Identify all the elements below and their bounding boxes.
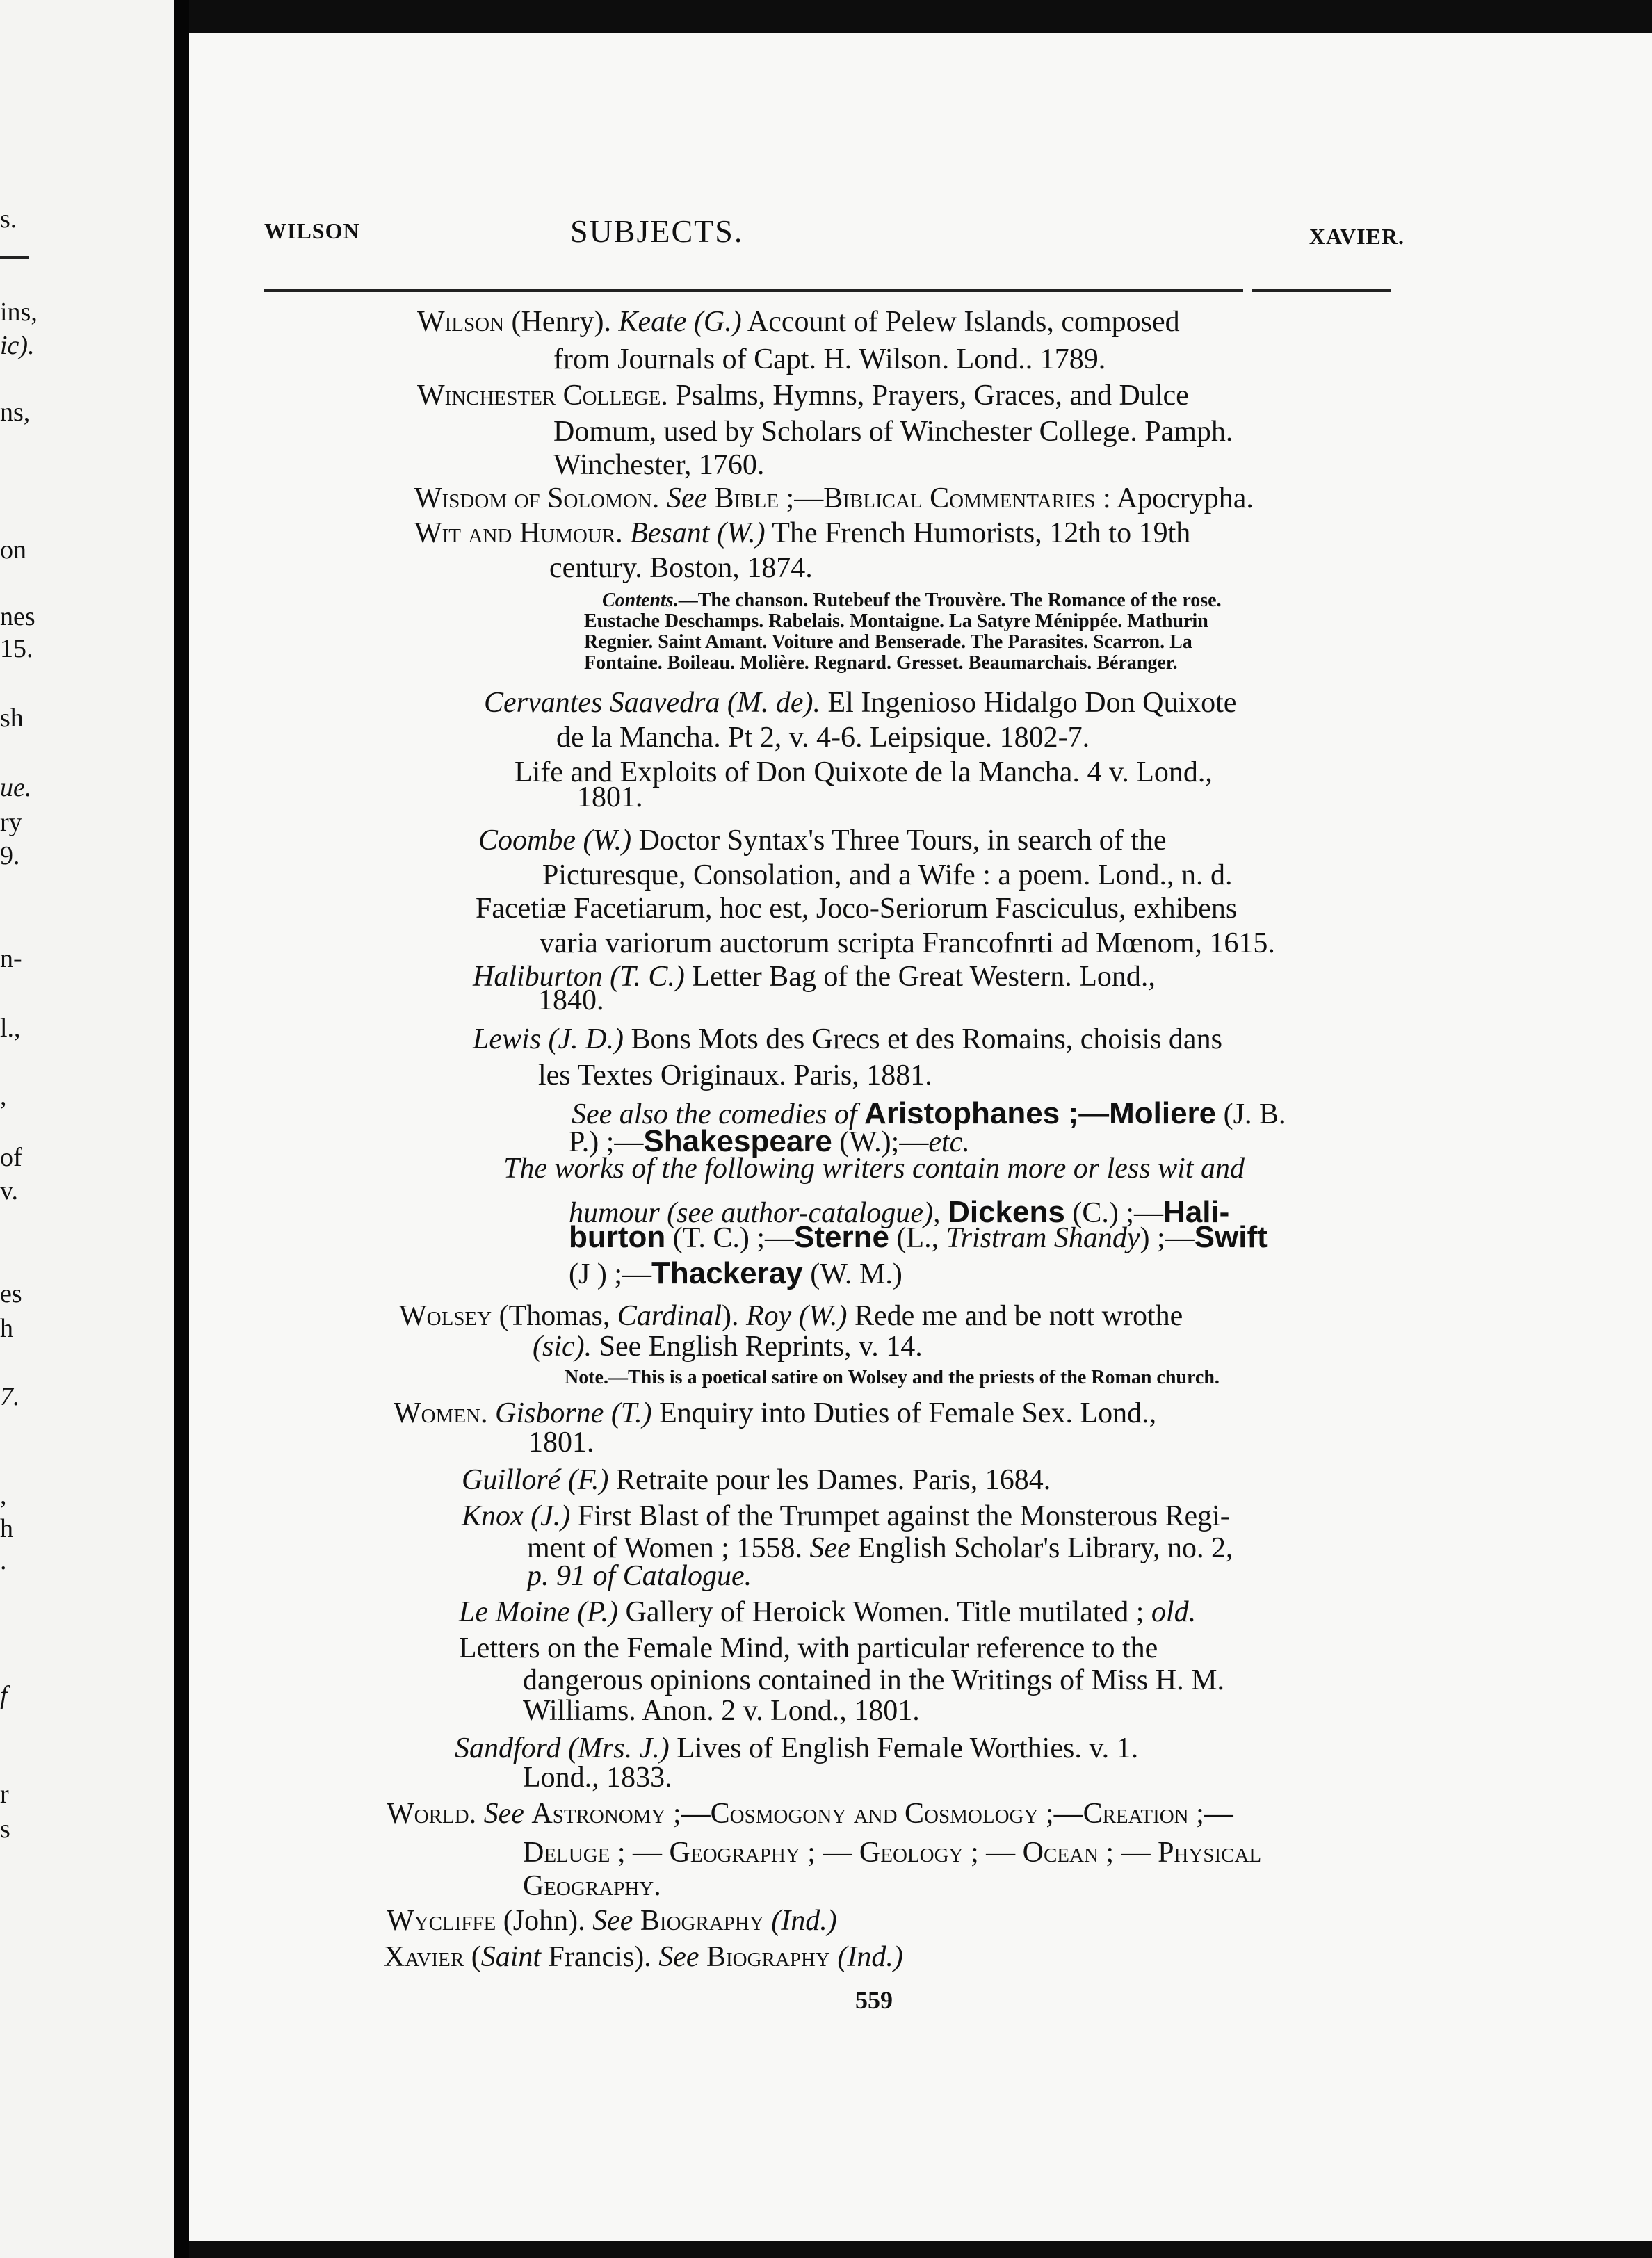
fragment-text: sh	[0, 704, 24, 733]
header-right-word: XAVIER.	[1309, 224, 1404, 249]
entry-heading: Wolsey	[399, 1300, 492, 1332]
entry-text: El Ingenioso Hidalgo Don Quixote	[820, 687, 1237, 719]
entry-author: Knox (J.)	[462, 1500, 571, 1532]
entry-heading: Winchester College.	[417, 380, 668, 412]
author-reference: Aristophanes ;—Moliere	[864, 1096, 1217, 1130]
entry-line: varia variorum auctorum scripta Francofnrti ad Mœnom, 1615.	[540, 927, 1275, 959]
entry-text: (John).	[496, 1905, 593, 1937]
header-title: SUBJECTS.	[570, 213, 744, 249]
entry-heading: World.	[387, 1798, 477, 1830]
entry-line: 1801.	[577, 781, 643, 813]
entry-text: P.) ;—	[569, 1126, 644, 1158]
entry-lewis	[473, 1025, 1222, 1054]
entry-text: ) ;—	[1140, 1222, 1195, 1254]
entry-xavier	[384, 1942, 903, 1972]
entry-text: (sic).	[533, 1331, 592, 1363]
cross-reference: Bible ;—Biblical Commentaries	[714, 482, 1096, 514]
fragment-text: ry	[0, 808, 22, 837]
fragment-text: es	[0, 1279, 22, 1308]
see-label: See	[476, 1798, 532, 1830]
entry-author: Cervantes Saavedra (M. de).	[484, 687, 821, 719]
entry-text: First Blast of the Trumpet against the Monsterous Regi-	[570, 1500, 1230, 1532]
entry-text: Account of Pelew Islands, composed	[741, 306, 1180, 338]
entry-text: Letter Bag of the Great Western. Lond.,	[684, 961, 1156, 993]
entry-wisdom	[414, 484, 1254, 513]
fragment-text: .	[0, 1546, 7, 1575]
works-note: The works of the following writers contain more or less wit and	[503, 1153, 1245, 1185]
entry-text: (C.) ;—	[1072, 1197, 1163, 1229]
entry-text: Francis).	[541, 1941, 659, 1973]
author-reference: Swift	[1194, 1220, 1268, 1254]
entry-text: (L.,	[896, 1222, 946, 1254]
contents-note	[602, 591, 1222, 610]
entry-sandford	[455, 1734, 1138, 1763]
entry-coombe	[478, 826, 1167, 855]
entry-author: Haliburton (T. C.)	[473, 961, 685, 993]
entry-line: century. Boston, 1874.	[549, 552, 813, 584]
fragment-text: ,	[0, 1481, 7, 1510]
entry-line: Picturesque, Consolation, and a Wife : a poem. Lond., n. d.	[542, 859, 1233, 891]
fragment-text: f	[0, 1681, 8, 1710]
entry-author: Keate (G.)	[618, 306, 742, 338]
entry-line: Winchester, 1760.	[553, 449, 765, 481]
entry-text: English Scholar's Library, no. 2,	[850, 1532, 1233, 1564]
entry-line: 1840.	[538, 984, 604, 1016]
author-reference: Shakespeare	[643, 1124, 832, 1158]
contents-note: Regnier. Saint Amant. Voiture and Benserade. The Parasites. Scarron. La	[584, 631, 1192, 653]
cross-reference: Geography.	[523, 1870, 661, 1902]
entry-line	[527, 1534, 1233, 1563]
entry-women	[394, 1399, 1156, 1428]
entry-text: Saint	[480, 1941, 542, 1973]
fragment-text: h	[0, 1314, 13, 1343]
entry-text: (T. C.) ;—	[672, 1222, 794, 1254]
entry-text: (Thomas,	[492, 1300, 617, 1332]
fragment-text: 15.	[0, 634, 33, 663]
cross-reference: Biography	[706, 1941, 830, 1973]
author-reference: Thackeray	[651, 1256, 803, 1290]
entry-text: (W. M.)	[810, 1258, 902, 1290]
entry-line: dangerous opinions contained in the Writings of Miss H. M.	[523, 1664, 1224, 1696]
entry-text: Psalms, Hymns, Prayers, Graces, and Dulce	[667, 380, 1189, 412]
entry-text: ment of Women ; 1558.	[527, 1532, 810, 1564]
entry-text: Cardinal	[617, 1300, 722, 1332]
entry-text: ).	[722, 1300, 747, 1332]
contents-note: Eustache Deschamps. Rabelais. Montaigne. La Satyre Ménippée. Mathurin	[584, 610, 1208, 632]
entry-facetiae: Facetiæ Facetiarum, hoc est, Joco-Seriorum Fasciculus, exhibens	[476, 893, 1238, 925]
entry-text: Retraite pour les Dames. Paris, 1684.	[608, 1464, 1051, 1496]
entry-text: Gallery of Heroick Women. Title mutilated ;	[618, 1596, 1151, 1628]
fragment-text: of	[0, 1143, 22, 1172]
entry-text: (J. B.	[1223, 1098, 1286, 1130]
entry-line: Williams. Anon. 2 v. Lond., 1801.	[523, 1695, 920, 1727]
entry-wolsey	[399, 1301, 1183, 1331]
entry-world	[387, 1799, 1233, 1828]
author-reference: Dickens	[948, 1195, 1065, 1229]
fragment-text: ns,	[0, 398, 31, 427]
entry-text: Rede me and be nott wrothe	[847, 1300, 1183, 1332]
fragment-text: v.	[0, 1176, 19, 1205]
fragment-text: ,	[0, 1082, 7, 1111]
fragment-text: 9.	[0, 841, 20, 870]
entry-text: Tristram Shandy	[946, 1222, 1140, 1254]
author-reference: burton	[569, 1220, 666, 1254]
entry-knox	[462, 1502, 1230, 1531]
works-note	[569, 1222, 1268, 1253]
entry-line: les Textes Originaux. Paris, 1881.	[538, 1059, 932, 1091]
contents-text: —The chanson. Rutebeuf the Trouvère. The Romance of the rose.	[678, 590, 1222, 611]
entry-heading: Wilson	[417, 306, 505, 338]
entry-text: Enquiry into Duties of Female Sex. Lond.,	[651, 1397, 1157, 1429]
fragment-text: s.	[0, 204, 17, 234]
author-reference: Sterne	[794, 1220, 889, 1254]
author-reference: Hali-	[1163, 1195, 1230, 1229]
fragment-text: nes	[0, 602, 35, 631]
entry-winchester	[417, 381, 1189, 410]
fragment-text: h	[0, 1514, 13, 1543]
entry-text: (J ) ;—	[569, 1258, 651, 1290]
entry-text: Bons Mots des Grecs et des Romains, choisis dans	[623, 1023, 1222, 1055]
entry-text: : Apocrypha.	[1095, 482, 1254, 514]
contents-note: Fontaine. Boileau. Molière. Regnard. Gresset. Beaumarchais. Béranger.	[584, 652, 1178, 674]
entry-heading: Wisdom of Solomon.	[414, 482, 660, 514]
entry-author: Roy (W.)	[746, 1300, 848, 1332]
see-label: See	[809, 1532, 850, 1564]
contents-label: Contents.	[602, 590, 679, 611]
entry-author: Coombe (W.)	[478, 825, 632, 856]
entry-author: Besant (W.)	[622, 517, 766, 549]
entry-guillore	[462, 1465, 1051, 1495]
entry-author: Sandford (Mrs. J.)	[455, 1732, 670, 1764]
fragment-text: 7.	[0, 1382, 20, 1411]
entry-text: (	[464, 1941, 481, 1973]
entry-wilson	[417, 307, 1180, 336]
entry-text: old.	[1151, 1596, 1197, 1628]
see-label: See	[592, 1905, 640, 1937]
entry-author: Guilloré (F.)	[462, 1464, 609, 1496]
cross-reference: Deluge ; — Geography ; — Geology ; — Ocean ; — Physical	[523, 1837, 1262, 1869]
see-also-label: See also the comedies of	[572, 1098, 857, 1130]
entry-text: etc.	[928, 1126, 970, 1158]
see-label: See	[658, 1941, 706, 1973]
page-number: 559	[855, 1986, 893, 2014]
entry-text: The French Humorists, 12th to 19th	[765, 517, 1191, 549]
entry-author: Le Moine (P.)	[459, 1596, 619, 1628]
entry-cervantes	[484, 688, 1236, 717]
fragment-text: r	[0, 1780, 9, 1809]
entry-author: Lewis (J. D.)	[473, 1023, 624, 1055]
entry-text: (Henry).	[504, 306, 619, 338]
works-note	[569, 1258, 902, 1289]
entry-line: Lond., 1833.	[523, 1762, 672, 1794]
entry-text: humour (see author-catalogue),	[569, 1197, 941, 1229]
fragment-text: s	[0, 1814, 10, 1844]
entry-heading: Wit and Humour.	[414, 517, 623, 549]
see-label: See	[659, 482, 715, 514]
fragment-text: n-	[0, 944, 22, 973]
entry-author: Gisborne (T.)	[487, 1397, 652, 1429]
entry-line	[533, 1332, 923, 1361]
entry-line: de la Mancha. Pt 2, v. 4-6. Leipsique. 1802-7.	[556, 722, 1090, 754]
entry-lemoine	[459, 1598, 1196, 1627]
fragment-text: ic).	[0, 331, 35, 360]
entry-text: (Ind.)	[829, 1941, 903, 1973]
entry-text: Doctor Syntax's Three Tours, in search of the	[631, 825, 1167, 856]
fragment-text: ins,	[0, 298, 38, 327]
entry-wycliffe	[387, 1906, 837, 1935]
entry-heading: Xavier	[384, 1941, 464, 1973]
entry-line: 1801.	[528, 1427, 594, 1459]
fragment-text: ue.	[0, 773, 32, 802]
header-left-word: WILSON	[264, 218, 360, 243]
wolsey-note: Note.—This is a poetical satire on Wolsey and the priests of the Roman church.	[565, 1367, 1220, 1388]
entry-text: See English Reprints, v. 14.	[592, 1331, 923, 1363]
fragment-text: on	[0, 535, 26, 564]
entry-line: Domum, used by Scholars of Winchester College. Pamph.	[553, 416, 1233, 448]
entry-heading: Wycliffe	[387, 1905, 496, 1937]
entry-line: from Journals of Capt. H. Wilson. Lond.. 1789.	[553, 343, 1106, 375]
entry-text: Lives of English Female Worthies. v. 1.	[669, 1732, 1139, 1764]
entry-life-exploits: Life and Exploits of Don Quixote de la Mancha. 4 v. Lond.,	[515, 756, 1213, 788]
entry-heading: Women.	[394, 1397, 488, 1429]
entry-wit-and-humour	[414, 519, 1190, 548]
entry-letters: Letters on the Female Mind, with particular reference to the	[459, 1632, 1158, 1664]
entry-text: (Ind.)	[763, 1905, 837, 1937]
entry-text: (W.);—	[839, 1126, 929, 1158]
cross-reference: Astronomy ;—Cosmogony and Cosmology ;—Creation ;—	[531, 1798, 1233, 1830]
cross-reference: Biography	[640, 1905, 764, 1937]
fragment-text: l.,	[0, 1014, 21, 1043]
entry-line: p. 91 of Catalogue.	[527, 1560, 752, 1592]
